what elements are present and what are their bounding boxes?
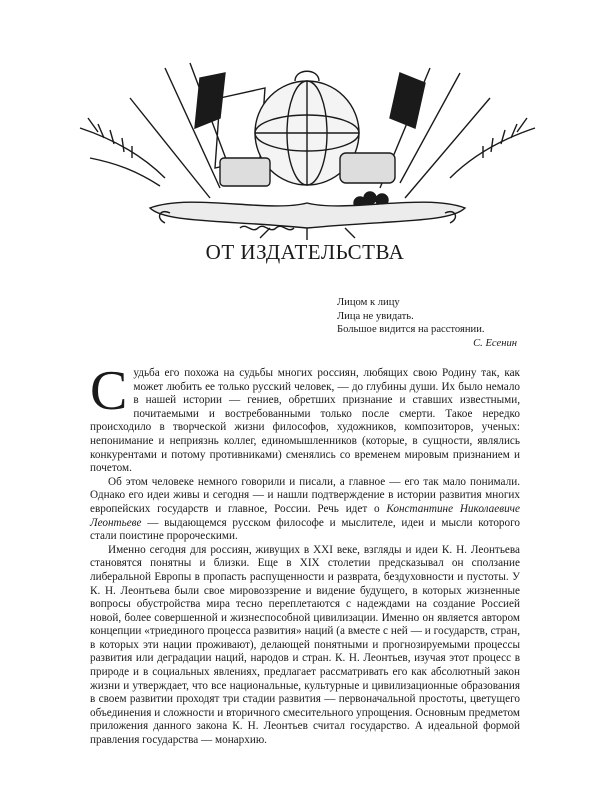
paragraph <box>90 360 520 476</box>
paragraph <box>90 544 520 748</box>
epigraph <box>337 296 517 350</box>
person-name: Константине Николаевиче Леонтьеве <box>90 502 520 529</box>
paragraph-text: — выдающемся русском философе и мыслителе, идеи и мысли которого стали поистине пророческими. <box>90 516 520 543</box>
paragraph-text: Об этом человеке немного говорили и писали, а главное — его так мало понимали. Однако его идеи живы и сегодня — и нашли подтверждение в истории развития многих европейских государств и главное, России. Речь идет о <box>90 475 520 515</box>
paragraph-text: удьба его похожа на судьбы многих россиян, любящих свою Родину так, как может любить ее только русский человек, — до глубины души. Их было немало в нашей истории — гениев, обретших признание и ставших известными, почитаемыми и востребованными только после смерти. Такое нередко происходило в творческой жизни философов, художников, композиторов, ученых: непонимание и неприязнь коллег, единомышленников (которые, в сущности, являлись конкурентами и потому противниками) сменялись со временем мировым признанием и почетом. <box>90 367 520 475</box>
epigraph-line: Лицом к лицу <box>337 297 400 308</box>
paragraph <box>90 476 520 544</box>
drop-cap: С <box>90 360 128 422</box>
paragraph-text: Именно сегодня для россиян, живущих в XXI веке, взгляды и идеи К. Н. Леонтьева становятся понятны и близки. Еще в XIX столетии предсказывал он сползание либеральной Европы в пропасть распущенности и разврата, бездуховности и пустоты. У К. Н. Леонтьева были свое мировоззрение и видение будущего, в которых жизненные вопросы обустройства мира тесно переплетаются с надеждами на создание Россией новой, более совершенной и жизнеспособной цивилизации. Именно он является автором концепции «триединого процесса развития» наций (а вместе с ней — и государств, стран, в которых эти нации проживают), делающей понятными и прогнозируемыми процессы развития или деградации наций, народов и стран. К. Н. Леонтьев, изучая этот процесс в природе и в социальных явлениях, предлагает рассматривать его как абсолютный закон жизни и утверждает, что все национальные, культурные и цивилизационные образования в своем развитии проходят три стадии развития — первоначальной простоты, цветущего объединения и сложности и вторичного смесительного упрощения. Основным предметом приложения данного закона К. Н. Леонтьев считал государство. А идеальной формой правления государства — монархию. <box>90 543 520 747</box>
page-title: ОТ ИЗДАТЕЛЬСТВА <box>205 240 405 264</box>
epigraph-line: Лица не увидать. <box>337 310 414 322</box>
epigraph-line: Большое видится на расстоянии. <box>337 324 485 336</box>
epigraph-author: С. Есенин <box>473 337 517 349</box>
main-text <box>90 360 520 748</box>
engraved-trophy-vignette-icon <box>70 58 545 240</box>
